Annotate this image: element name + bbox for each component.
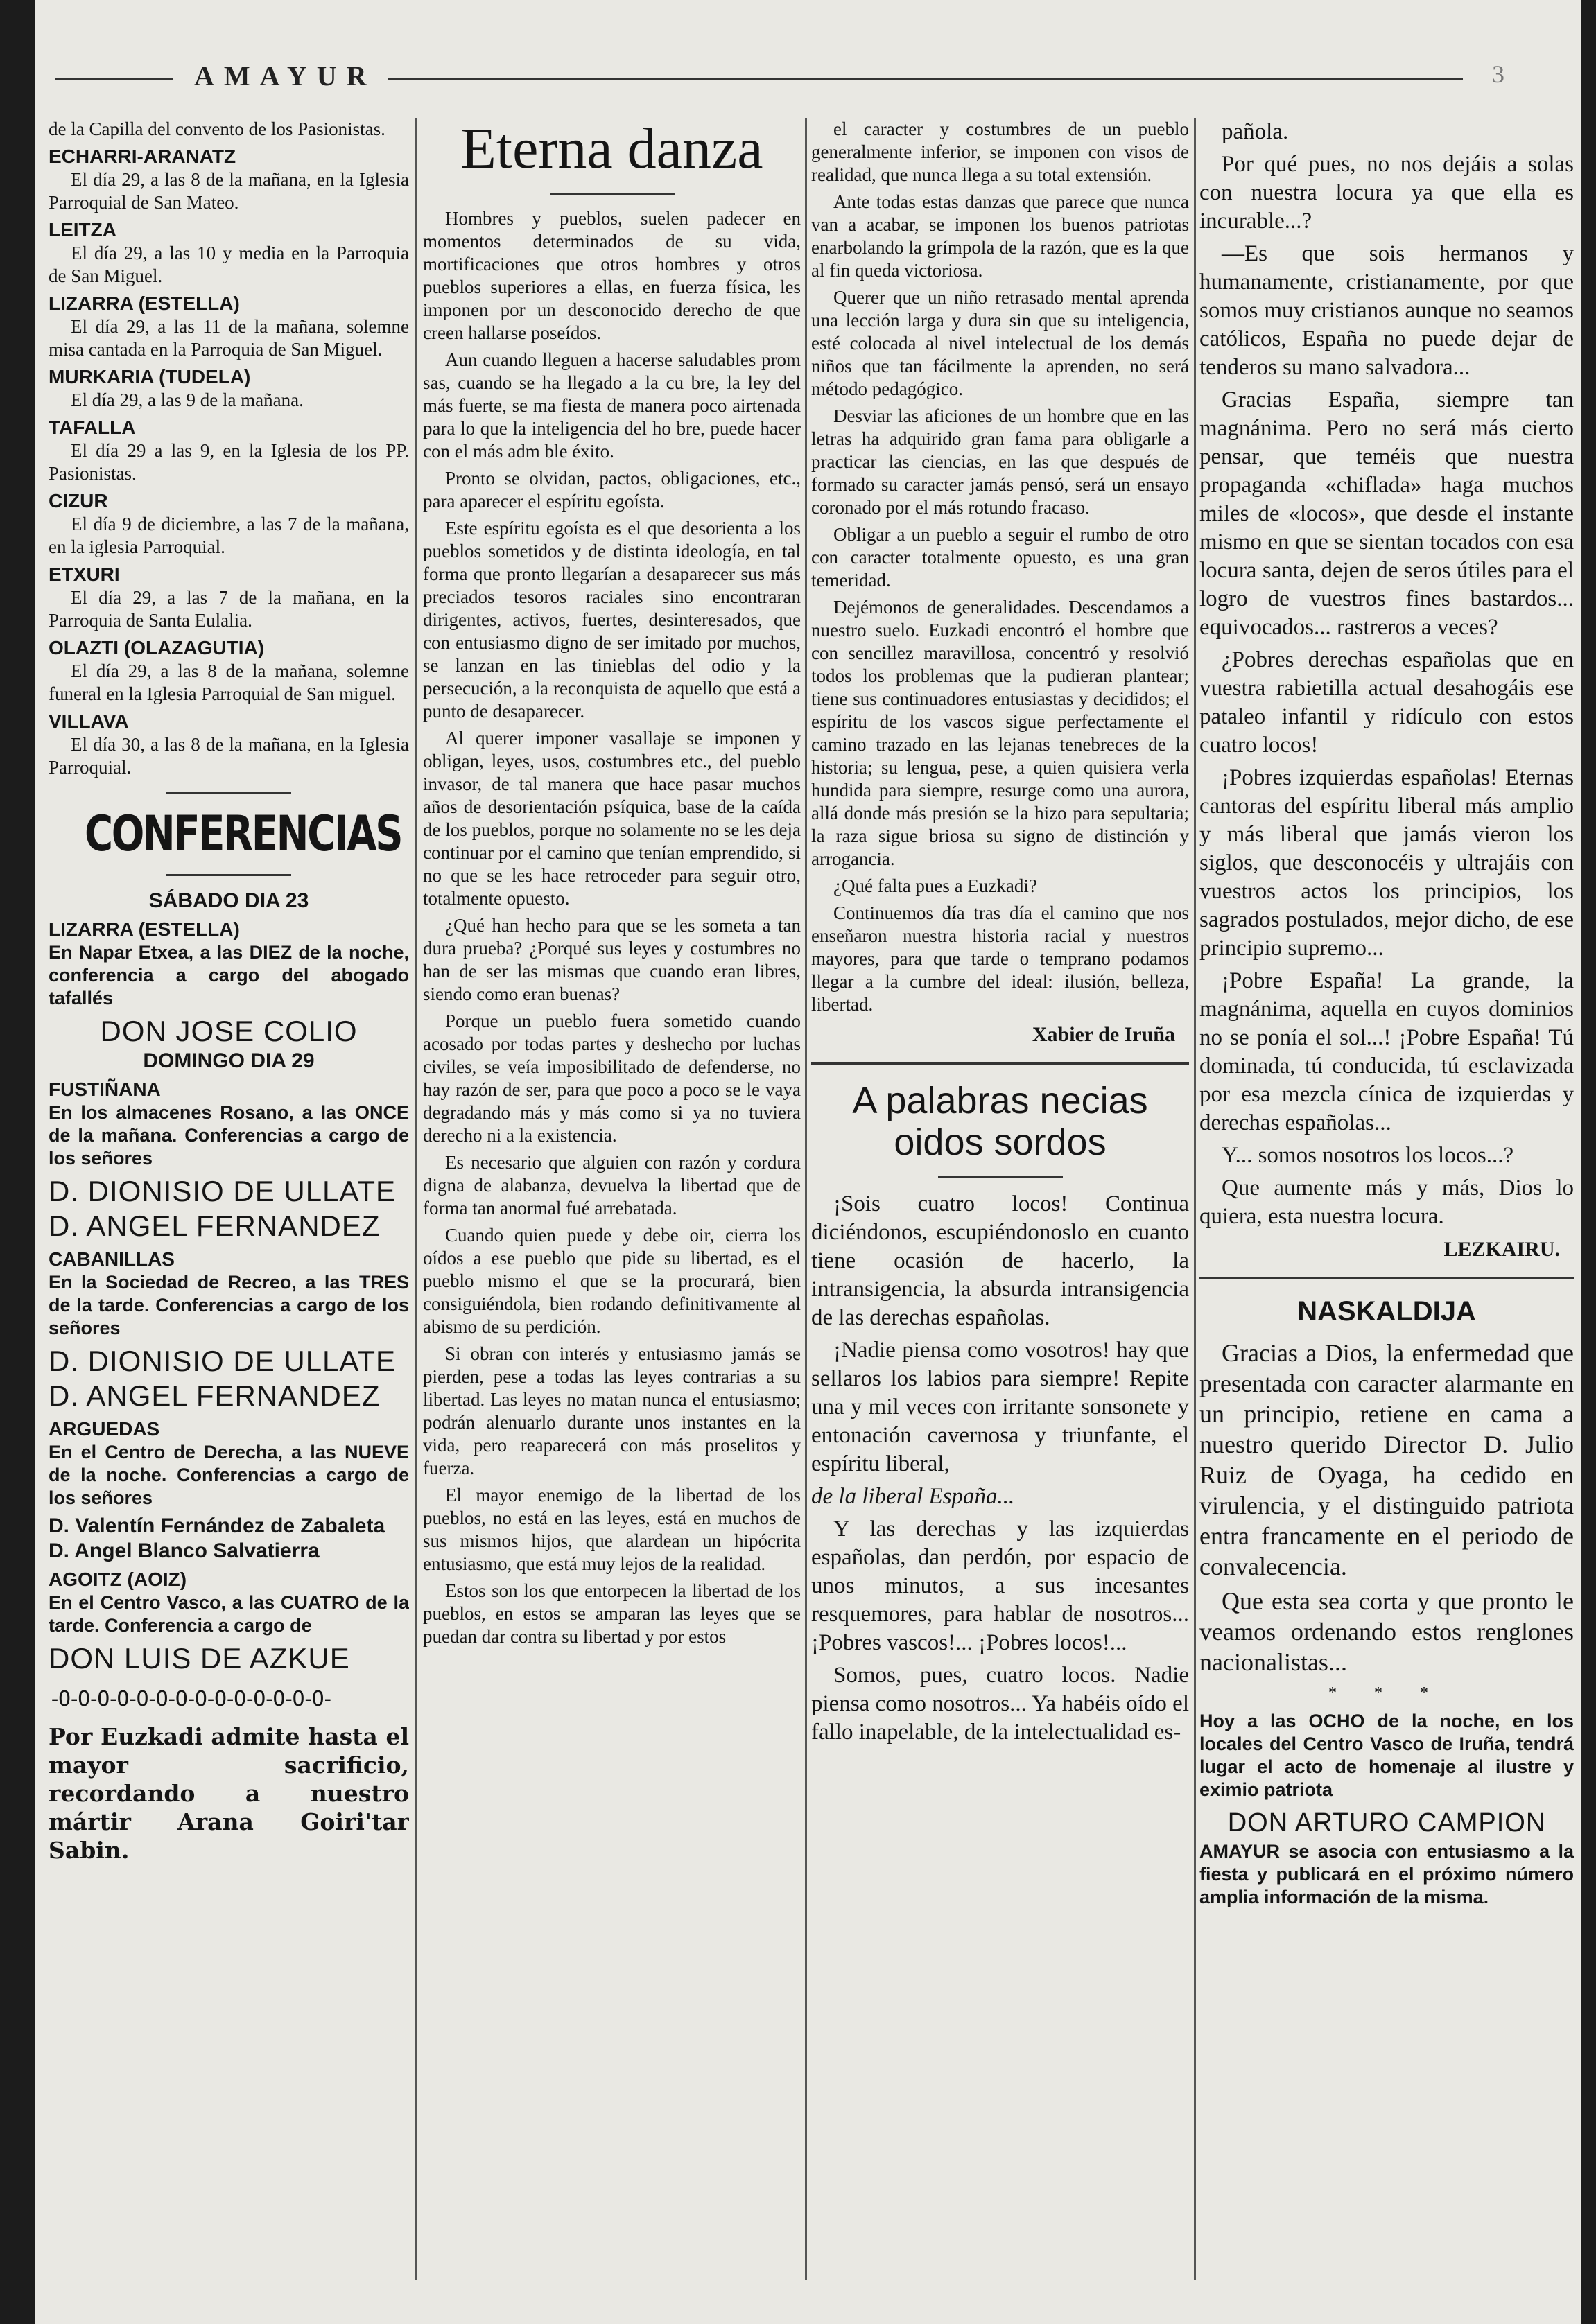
article-body	[1199, 118, 1574, 1231]
entry-place: LEITZA	[49, 219, 116, 241]
article-title: NASKALDIJA	[1297, 1296, 1476, 1327]
section-divider	[1199, 1277, 1574, 1279]
article-paragraph: Este espíritu egoísta es el que desorienta a los pueblos sometidos y de distinta ideología, en tal forma que pronto llegarían a desaparecer sus más preciados tesoros raciales sino encontraran dirigentes, activos, fuertes, desinteresados, que con entusiasmo digno de ser imitado por muchos, se lanzan en las tinieblas del odio y la persecución, a la reconquista de aquello que está a punto de desaparecer.	[423, 518, 801, 722]
entry-text: El día 29, a las 8 de la mañana, solemne funeral en la Iglesia Parroquial de San miguel.	[49, 661, 409, 704]
article-paragraph: Es necesario que alguien con razón y cordura digna de alabanza, devuelva la libertad que de forma tan anormal fué arrebatada.	[423, 1152, 801, 1218]
entry-place: MURKARIA (TUDELA)	[49, 366, 251, 387]
entry-place: VILLAVA	[49, 710, 129, 732]
title-divider	[938, 1176, 1063, 1178]
article-paragraph: Por qué pues, no nos dejáis a solas con nuestra locura ya que ella es incurable...?	[1199, 152, 1574, 234]
article-paragraph: Gracias a Dios, la enfermedad que presentada con caracter alarmante en un principio, retiene en cama a nuestro querido Director D. Julio Ruiz de Oyaga, ha cedido en virulencia, y el distinguido patriota entra francamente en el periodo de convalecencia.	[1199, 1339, 1574, 1580]
funeral-list	[49, 145, 409, 779]
article-paragraph: Dejémonos de generalidades. Descendamos a nuestro suelo. Euzkadi encontró el hombre que con sencillez maravillosa, concentró y resolvió todos los problemas que la pudieran plantear; tiene sus continuadores entusiastas y decididos; el espíritu de los vascos sigue perfectamente el camino trazado en las lejanas tenebreces de la historia; su lengua, pese, a quien quisiera verla hundida para siempre, resurge como una aurora, allá donde más presión se la hizo para sepultaria; la raza sigue briosa su signo de distinción y arrogancia.	[811, 597, 1189, 869]
conf-place: ARGUEDAS	[49, 1418, 160, 1440]
speaker-name: D. DIONISIO DE ULLATE	[49, 1175, 396, 1207]
article-title: Eterna danza	[460, 118, 763, 181]
article-body	[423, 207, 801, 1648]
article-paragraph: Estos son los que entorpecen la libertad de los pueblos, en estos se amparan las leyes que se puedan dar contra su libertad y por estos	[423, 1580, 801, 1647]
speaker-name: D. DIONISIO DE ULLATE	[49, 1345, 396, 1377]
signature: Xabier de Iruña	[1032, 1023, 1175, 1046]
article-paragraph: Porque un pueblo fuera sometido cuando acosado por todas partes y deshecho por luchas civiles, se veía imposibilitado de defenderse, no hay razón de ser, para que poco a poco se le vaya degradando más y más como si ya no tuviera derecho ni a la existencia.	[423, 1011, 801, 1146]
entry-text: El día 29, a las 8 de la mañana, en la Iglesia Parroquial de San Mateo.	[49, 169, 409, 213]
article-paragraph: Somos, pues, cuatro locos. Nadie piensa como nosotros... Ya habéis oído el fallo inapelable, de la intelectualidad es-	[811, 1663, 1189, 1745]
article-paragraph: ¿Pobres derechas españolas que en vuestra rabietilla actual desahogáis ese pataleo infantil y ridículo con estos cuatro locos!	[1199, 647, 1574, 758]
article-paragraph: Y las derechas y las izquierdas españolas, dan perdón, por espacio de unos minutos, a sus incesantes resquemores, para hablar de nosotros... ¡Pobres vascos!... ¡Pobres locos!...	[811, 1517, 1189, 1655]
column-3	[811, 118, 1189, 2301]
entry-place: CIZUR	[49, 490, 108, 512]
conf-place: AGOITZ (AOIZ)	[49, 1569, 187, 1590]
article-paragraph: Ante todas estas danzas que parece que nunca van a acabar, se imponen los buenos patriotas enarbolando la grímpola de la razón, que es la que al fin queda victoriosa.	[811, 191, 1189, 281]
speaker-name: D. ANGEL FERNANDEZ	[49, 1379, 381, 1412]
section-divider	[166, 874, 291, 876]
speaker-name: D. Angel Blanco Salvatierra	[49, 1539, 320, 1562]
article-paragraph: ¿Qué han hecho para que se les someta a tan dura prueba? ¿Porqué sus leyes y costumbres no han de ser las mismas que cuando eran libres, siendo como eran buenas?	[423, 915, 801, 1004]
article-paragraph: Gracias España, siempre tan magnánima. Pero no será más cierto pensar, que teméis que nuestra propaganda «chiflada» haga muchos miles de «locos», que desde el instante mismo en que se sientan tocados con esa locura santa, dejen de seros útiles para el logro de vuestros fines bastardos... equivocados... rastreros a veces?	[1199, 387, 1574, 640]
article-paragraph: ¿Qué falta pues a Euzkadi?	[833, 875, 1037, 896]
conf-place: CABANILLAS	[49, 1248, 175, 1270]
title-divider	[550, 193, 675, 195]
notice-text: Hoy a las OCHO de la noche, en los locales del Centro Vasco de Iruña, tendrá lugar el acto de homenaje al ilustre y eximio patriota	[1199, 1711, 1574, 1800]
newspaper-page	[35, 0, 1581, 2324]
article-paragraph: Pronto se olvidan, pactos, obligaciones, etc., para aparecer el espíritu egoísta.	[423, 468, 801, 512]
honoree-name: DON ARTURO CAMPION	[1227, 1808, 1546, 1837]
conferencias-title: CONFERENCIAS	[85, 805, 402, 862]
article-paragraph: ¡Pobre España! La grande, la magnánima, aquella en cuyos dominios no se ponía el sol...! ¡Pobre España! Tú dominada, tú conducida, tú esclavizada por esa mezcla cínica de izquierdas y derechas españolas...	[1199, 968, 1574, 1135]
section-divider	[166, 792, 291, 794]
day-heading-1: SÁBADO DIA 23	[148, 889, 309, 912]
signature: LEZKAIRU.	[1443, 1238, 1560, 1261]
entry-text: El día 29, a las 9 de la mañana.	[71, 390, 304, 410]
entry-place: ECHARRI-ARANATZ	[49, 146, 236, 167]
article-phrase: de la liberal España...	[811, 1484, 1015, 1509]
article-paragraph: Que aumente más y más, Dios lo quiera, esta nuestra locura.	[1199, 1176, 1574, 1229]
speaker-name: D. Valentín Fernández de Zabaleta	[49, 1514, 385, 1537]
article-paragraph: ¡Pobres izquierdas españolas! Eternas cantoras del espíritu liberal más amplio y más liberal que jamás vieron los siglos, que desconocéis y ultrajáis con vuestros actos los principios, los sagrados postulados, mejor dicho, de ese principio supremo...	[1199, 765, 1574, 961]
article-paragraph: Obligar a un pueblo a seguir el rumbo de otro con caracter totalmente opuesto, es una gran temeridad.	[811, 524, 1189, 591]
entry-place: ETXURI	[49, 563, 120, 585]
column-1	[49, 118, 409, 2301]
entry-text: El día 30, a las 8 de la mañana, en la Iglesia Parroquial.	[49, 734, 409, 778]
article-paragraph: Hombres y pueblos, suelen padecer en momentos determinados de su vida, mortificaciones que otros hombres y otros pueblos superiores a ellas, en fuerza física, les imponen por un desconocido derecho de que creen hallarse poseídos.	[423, 208, 801, 343]
conf-text: En Napar Etxea, a las DIEZ de la noche, conferencia a cargo del abogado tafallés	[49, 942, 409, 1008]
article-paragraph: —Es que sois hermanos y humanamente, cristianamente, por que somos muy cristianos aunque no seamos católicos, España no puede dejar de tenderos su mano salvadora...	[1199, 241, 1574, 380]
entry-text: El día 9 de diciembre, a las 7 de la mañana, en la iglesia Parroquial.	[49, 514, 409, 557]
day-heading-2: DOMINGO DIA 29	[143, 1049, 315, 1072]
article-paragraph: el caracter y costumbres de un pueblo generalmente inferior, se imponen con visos de realidad, que nunca llega a su total extensión.	[811, 119, 1189, 185]
closing-text: Por Euzkadi admite hasta el mayor sacrificio, recordando a nuestro mártir Arana Goiri'tar Sabin.	[49, 1723, 409, 1864]
entry-text: El día 29 a las 9, en la Iglesia de los PP. Pasionistas.	[49, 440, 409, 484]
conf-place: FUSTIÑANA	[49, 1078, 161, 1100]
column-2	[423, 118, 801, 2301]
entry-text: El día 29, a las 10 y media en la Parroquia de San Miguel.	[49, 243, 409, 286]
intro-text: de la Capilla del convento de los Pasionistas.	[49, 119, 385, 139]
column-rule	[805, 118, 807, 2280]
article-paragraph: Desviar las aficiones de un hombre que en las letras ha adquirido gran fama para obligarle a practicar las ciencias, en las que después de formado su caracter jamás pensó, será un ensayo coronado por el más rotundo fracaso.	[811, 405, 1189, 518]
article-paragraph: ¡Sois cuatro locos! Continua diciéndonos, escupiéndonoslo en cuanto tiene ocasión de hacerlo, la intransigencia, la absurda intransigencia de las derechas españolas.	[811, 1191, 1189, 1330]
conf-place: LIZARRA (ESTELLA)	[49, 918, 240, 940]
column-rule	[1194, 118, 1196, 2280]
entry-place: OLAZTI (OLAZAGUTIA)	[49, 637, 265, 658]
article-title: A palabras necias oidos sordos	[852, 1080, 1148, 1163]
entry-text: El día 29, a las 7 de la mañana, en la Parroquia de Santa Eulalia.	[49, 587, 409, 631]
masthead	[55, 60, 1560, 94]
article-paragraph: Si obran con interés y entusiasmo jamás se pierden, pese a todas las leyes contrarias a su libertad. Las leyes no matan nunca el entusiasmo; podrán alenuarlo durante unos instantes en la vida, pero reaparecerá con más proselitos y fuerza.	[423, 1343, 801, 1478]
conf-text: En la Sociedad de Recreo, a las TRES de la tarde. Conferencias a cargo de los señores	[49, 1272, 409, 1338]
article-paragraph: Querer que un niño retrasado mental aprenda una lección larga y dura sin que su inteligencia, esté colocada al nivel intelectual de los demás niños que tan fácilmente la aprenden, no será método pedagógico.	[811, 287, 1189, 399]
speaker-name: D. ANGEL FERNANDEZ	[49, 1209, 381, 1242]
column-rule	[415, 118, 417, 2280]
page-number: 3	[1492, 60, 1504, 88]
article-paragraph: El mayor enemigo de la libertad de los pueblos, no está en las leyes, está en muchos de sus mismos hijos, que alardean un hipócrita entusiasmo, que está muy lejos de la realidad.	[423, 1485, 801, 1574]
section-divider	[811, 1062, 1189, 1065]
notice-text: AMAYUR se asocia con entusiasmo a la fiesta y publicará en el próximo número amplia información de la misma.	[1199, 1841, 1574, 1907]
article-paragraph: pañola.	[1222, 119, 1289, 144]
speaker-name: DON LUIS DE AZKUE	[49, 1642, 350, 1675]
conf-text: En el Centro Vasco, a las CUATRO de la tarde. Conferencia a cargo de	[49, 1592, 409, 1636]
conf-text: En el Centro de Derecha, a las NUEVE de la noche. Conferencias a cargo de los señores	[49, 1442, 409, 1508]
masthead-rule-right	[388, 78, 1463, 80]
masthead-title: AMAYUR	[194, 60, 376, 91]
article-paragraph: Al querer imponer vasallaje se imponen y obligan, leyes, usos, costumbres etc., del pueblo invasor, de tal manera que hace pasar muchos años de desorientación psíquica, base de la caída de los pueblos, porque no solamente no se les deja continuar por el camino que tenían emprendido, si no que se les hace retroceder para seguir otro, totalmente opuesto.	[423, 728, 801, 909]
conf-text: En los almacenes Rosano, a las ONCE de la mañana. Conferencias a cargo de los señores	[49, 1102, 409, 1169]
article-paragraph: Cuando quien puede y debe oir, cierra los oídos a ese pueblo que pide su libertad, es el pueblo mismo el que se la procurará, bien consiguiéndola, bien rodando definitivamente al abismo de su perdición.	[423, 1225, 801, 1337]
entry-place: TAFALLA	[49, 417, 136, 438]
entry-text: El día 29, a las 11 de la mañana, solemne misa cantada en la Parroquia de San Miguel.	[49, 316, 409, 360]
article-paragraph: ¡Nadie piensa como vosotros! hay que sellaros los labios para siempre! Repite una y mil veces con irritante sonsonete y entonación cavernosa y triunfante, el espíritu liberal,	[811, 1338, 1189, 1476]
article-paragraph: Continuemos día tras día el camino que nos enseñaron nuestra historia racial y nuestros mayores, para que tarde o temprano podamos llegar a la cumbre del ideal: ilusión, belleza, libertad.	[811, 902, 1189, 1015]
article-paragraph: Aun cuando lleguen a hacerse saludables prom sas, cuando se ha llegado a la cu bre, la ley del más fuerte, se ma fiesta de manera poco airtenada para lo que la inteligencia del ho bre, puede hacer con el más adm ble éxito.	[423, 349, 801, 462]
article-paragraph: Que esta sea corta y que pronto le veamos ordenando estos renglones nacionalistas...	[1199, 1587, 1574, 1676]
stars-divider: * * *	[1328, 1684, 1445, 1702]
article-body	[811, 118, 1189, 1016]
column-4	[1199, 118, 1574, 2301]
article-paragraph: Y... somos nosotros los locos...?	[1222, 1143, 1514, 1168]
dot-divider: -O-O-O-O-O-O-O-O-O-O-O-O-O-O-	[49, 1687, 331, 1711]
entry-place: LIZARRA (ESTELLA)	[49, 292, 240, 314]
speaker-name: DON JOSE COLIO	[100, 1015, 358, 1047]
masthead-rule-left	[55, 78, 173, 80]
